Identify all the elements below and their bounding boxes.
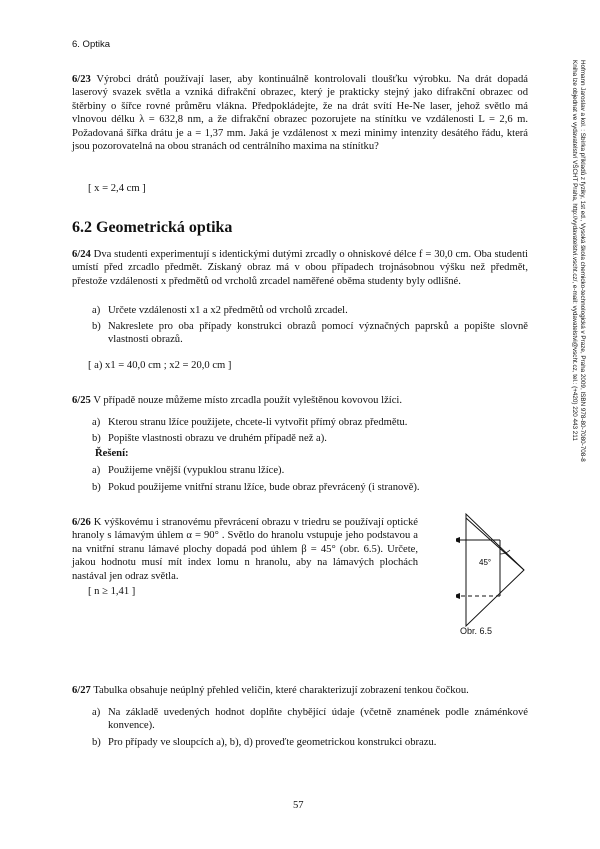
part-label: b)	[92, 482, 101, 493]
problem-6-24-part-a	[92, 304, 528, 317]
problem-text: Výrobci drátů používají laser, aby kontinuálně kontrolovali tloušťku výrobku. Na drát dopadá laserový svazek světla a vzniká difrakční obrazec, který je prakticky stejný jako difrakční obrazec od štěrbiny o šířce rovné průměru vlákna. Předpokládejte, že na drát svítí He-Ne laser, jehož světlo má vlnovou délku λ = 632,8 nm, a že difrakční obrazec pozorujete na stínítku ve vzdálenosti L = 2,6 m. Požadovaná šířka drátu je a = 1,37 mm. Jaká je vzdálenost x mezi minimy intenzity desátého řádu, která jsou pozorovatelná na obou stranách od centrálního maxima na stínítku?	[72, 74, 528, 153]
side-note-line1: Hofmann Jaroslav a kol. : Sbírka příkladů z fyziky, 1st ed., Vysoká škola chemicko-technologická v Praze, Praha 2009, ISBN 978-80-7080-708-8	[579, 60, 586, 462]
problem-number: 6/27	[72, 685, 91, 696]
problem-6-23	[72, 73, 528, 153]
arrow-icon	[456, 537, 460, 543]
problem-number: 6/26	[72, 517, 91, 528]
problem-text: Dva studenti experimentují s identickými dutými zrcadly o ohniskové délce f = 30,0 cm. Oba studenti umístí před zrcadlo předmět. Získaný obraz má v obou případech trojnásobnou výšku než předmět, přestože vzdálenosti x předmětů od vrcholů zrcadel naměřené oběma studenty byly odlišné.	[72, 249, 528, 287]
problem-6-25-part-a	[92, 416, 528, 429]
solution-heading: Řešení:	[95, 448, 129, 459]
arrow-icon	[456, 593, 460, 599]
problem-6-25-part-b	[92, 432, 528, 445]
part-label: b)	[92, 433, 101, 444]
answer-6-23: [ x = 2,4 cm ]	[88, 183, 146, 194]
part-text: Popište vlastnosti obrazu ve druhém případě než a).	[108, 433, 327, 444]
problem-number: 6/25	[72, 395, 91, 406]
answer-6-24: [ a) x1 = 40,0 cm ; x2 = 20,0 cm ]	[88, 360, 232, 371]
prism-figure	[456, 510, 544, 628]
page-number: 57	[293, 800, 304, 811]
prism-outline	[466, 514, 524, 626]
part-text: Nakreslete pro oba případy konstrukci obrazů pomocí význačných paprsků a popište slovně vlastnosti obrazů.	[108, 321, 528, 346]
solution-part-a	[92, 464, 528, 477]
problem-6-27-part-b	[92, 736, 528, 749]
side-copyright-note	[571, 60, 586, 680]
problem-number: 6/23	[72, 74, 91, 85]
part-text: Použijeme vnější (vypuklou stranu lžíce).	[108, 465, 285, 476]
part-text: Na základě uvedených hodnot doplňte chybějící údaje (včetně znamének podle známénkové konvence).	[108, 707, 528, 732]
part-label: a)	[92, 707, 101, 718]
problem-number: 6/24	[72, 249, 91, 260]
side-note-line2: Kniha lze objednat ve vydavatelství VŠCHT Praha, http://vydavatelstvi.vscht.cz/, e-mail: vydavatelstvi@vscht.cz, tel.: (+420) 220 443 211	[571, 60, 578, 441]
figure-caption: Obr. 6.5	[460, 626, 493, 636]
answer-6-26: [ n ≥ 1,41 ]	[88, 586, 136, 597]
part-label: a)	[92, 465, 101, 476]
problem-text: K výškovému i stranovému převrácení obrazu v triedru se používají optické hranoly s lámavým úhlem α = 90° . Světlo do hranolu vstupuje jeho podstavou a na vnitřní stranu lámavé plochy dopadá pod úhlem β = 45° (obr. 6.5). Určete, jakou hodnotu musí mít index lomu n hranolu, aby na lámavých plochách nastával jen odraz světla.	[72, 517, 418, 582]
problem-6-27-part-a	[92, 706, 528, 733]
problem-6-24	[72, 248, 528, 288]
running-header: 6. Optika	[72, 39, 111, 50]
problem-text: Tabulka obsahuje neúplný přehled veličin, které charakterizují zobrazení tenkou čočkou.	[93, 685, 469, 696]
part-label: b)	[92, 737, 101, 748]
part-text: Kterou stranu lžíce použijete, chcete-li vytvořit přímý obraz předmětu.	[108, 417, 408, 428]
part-label: b)	[92, 321, 101, 332]
problem-6-25	[72, 394, 528, 407]
solution-part-b	[92, 481, 528, 494]
part-label: a)	[92, 305, 101, 316]
section-title: 6.2 Geometrická optika	[72, 219, 233, 236]
part-label: a)	[92, 417, 101, 428]
part-text: Pokud použijeme vnitřní stranu lžíce, bude obraz převrácený (i stranově).	[108, 482, 420, 493]
problem-6-24-part-b	[92, 320, 528, 347]
problem-text: V případě nouze můžeme místo zrcadla použít vyleštěnou kovovou lžíci.	[93, 395, 403, 406]
problem-6-27	[72, 684, 528, 697]
problem-6-26	[72, 516, 418, 583]
prism-edge	[466, 518, 524, 570]
angle-label: 45°	[479, 558, 492, 567]
part-text: Určete vzdálenosti x1 a x2 předmětů od vrcholů zrcadel.	[108, 305, 348, 316]
part-text: Pro případy ve sloupcích a), b), d) proveďte geometrickou konstrukci obrazu.	[108, 737, 437, 748]
